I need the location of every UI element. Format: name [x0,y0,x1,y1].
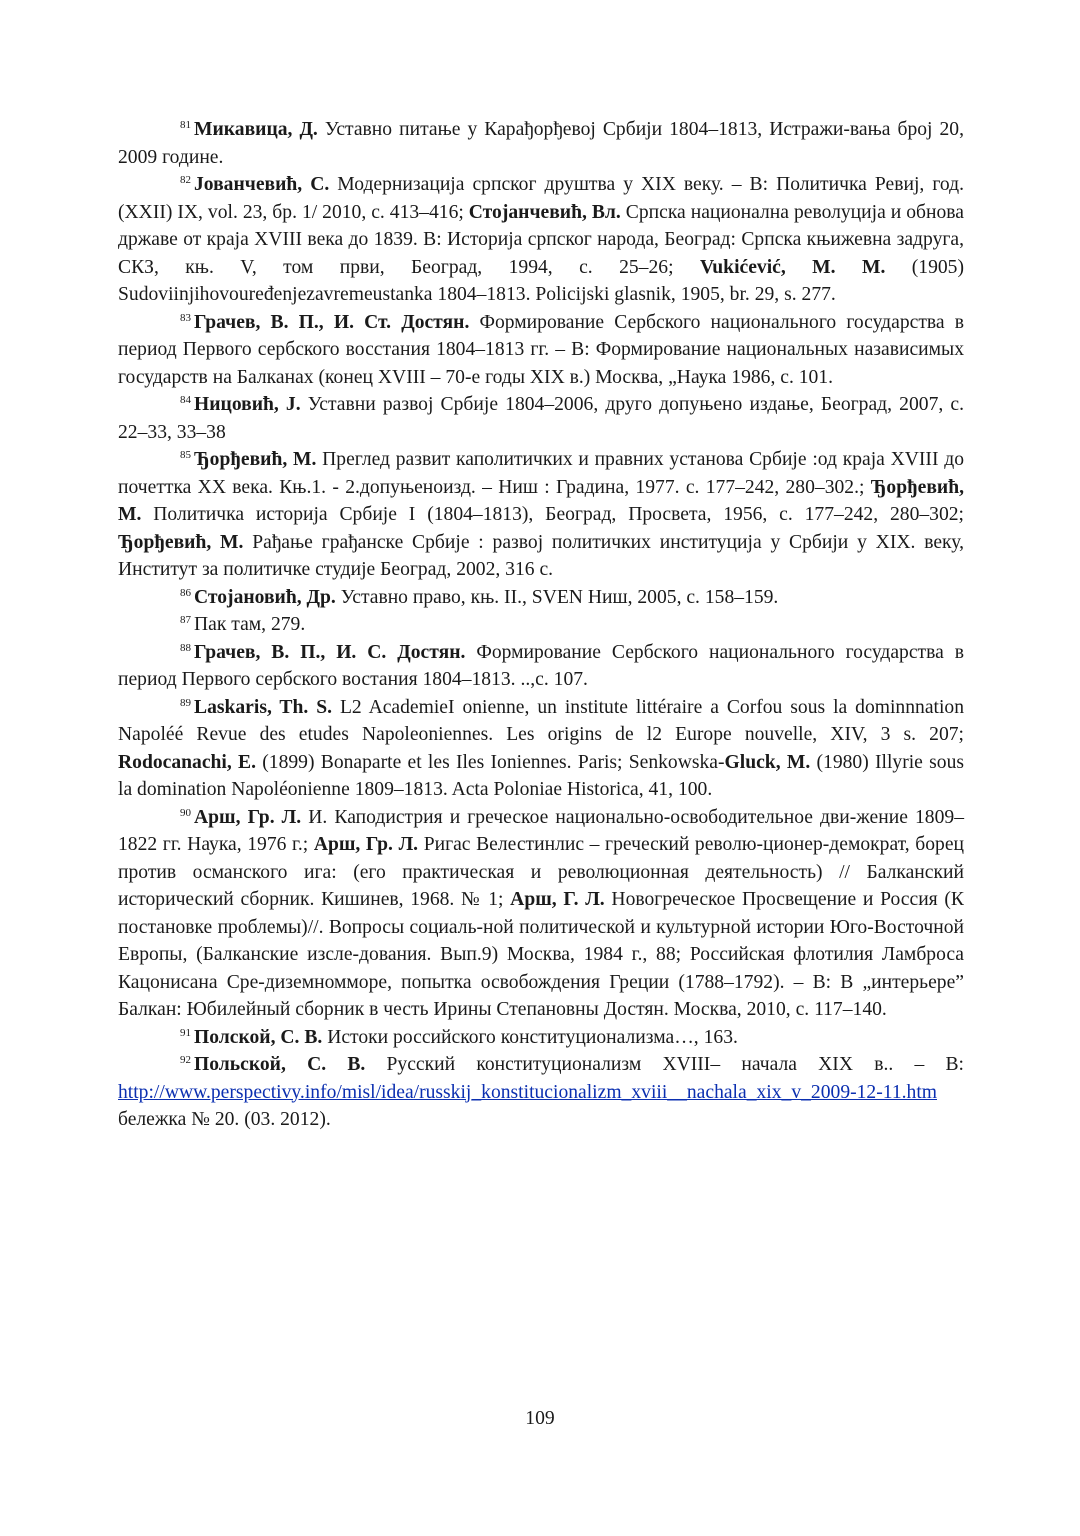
footnote-text: (1980) Illyrie sous la domination Napoléonienne 1809–1813. Acta Poloniae Historica, 41, 100. [118,751,964,800]
footnote-author: Микавица, Д. [194,119,318,140]
footnote-number: 90 [180,806,191,819]
footnote-91 [118,1024,964,1052]
footnote-text: Уставни развој Србије 1804–2006, друго допуњено издање, Београд, 2007, с. 22–33, 33–38 [118,394,964,443]
footnotes-list [118,116,964,1134]
footnote-author: Ницовић, Ј. [194,394,301,415]
footnote-82 [118,171,964,309]
footnote-number: 87 [180,614,191,626]
footnote-number: 84 [180,394,191,406]
footnote-text: Политичка историја Србије I (1804–1813), Београд, Просвета, 1956, с. 177–242, 280–302; [141,504,964,525]
footnote-number: 89 [180,696,191,709]
footnote-text: Формирование Сербского национального государства в период Первого сербского востания 1804–1813. ..,с. 107. [118,641,965,690]
footnote-number: 85 [180,449,191,461]
footnote-86 [118,584,964,612]
footnote-87 [118,611,964,639]
footnote-88 [118,639,964,694]
footnote-number: 92 [180,1054,191,1066]
footnote-author: Rodocanachi, E. [118,751,256,773]
footnote-text: Преглед развит каполитичких и правних установа Србије :од краја XVIII до почеттка XX века. Књ.1. - 2.допуњеноизд. – Ниш : Градина, 1977. с. 177–242, 280–302.; [118,449,964,498]
footnote-author: Јованчевић, С. [194,174,330,195]
footnote-author: Laskaris, Th. S. [194,696,333,718]
footnote-89 [118,694,964,804]
footnote-text: Уставно питање у Карађорђевој Србији 1804–1813, Истражи-вања број 20, 2009 године. [118,119,964,168]
footnote-author: Арш, Гр. Л. [313,834,419,855]
footnote-text: L2 AcademieI onienne, un institute littéraire a Corfou sous la dominnnation Napoléé Revue des etudes Napoleoniennes. Les origins de l2 Europe nouvelle, XIV, 3 s. 207; [118,696,964,745]
footnote-text: Формирование Сербского национального государства в период Первого сербского восстания 1804–1813 гг. – В: Формирование национальных назависимых государств на Балканах (конец XVIII – 70-е годы XIX в.) Москва, „Наука 1986, с. 101. [118,311,964,388]
footnote-text: Ригас Велестинлис – греческий револю-ционер-демократ, борец против османского ига: (его практическая и революционная деятельность) // Балканский исторический сборник. Кишинев, 1968. № 1; [118,834,965,910]
footnote-author: Стојановић, Др. [194,586,336,608]
footnote-link[interactable]: http://www.perspectivy.info/misl/idea/russkij_konstitucionalizm_xviii__nachala_xix_v_2009-12-11.htm [118,1081,938,1103]
footnote-author: Грачев, В. П., И. С. Достян. [194,641,466,663]
footnote-text: (1899) Bonaparte et les Iles Ioniennes. Paris; Senkowska- [256,751,725,773]
footnote-author: Ђорђевић, М. [194,449,317,470]
footnote-text: Српска национална револуција и обнова државе от краја XVIII века до 1839. В: Историја српског народа, Београд: Српска књижевна задруга, СКЗ, књ. V, том први, Београд, 1994, с. 25–26; [118,201,964,278]
footnote-90 [118,804,964,1024]
footnote-81 [118,116,964,171]
footnote-author: Грачев, В. П., И. Ст. Достян. [194,311,470,333]
footnote-text: Уставно право, књ. II., SVEN Ниш, 2005, с. 158–159. [335,586,779,608]
footnote-text: И. Каподистрия и греческое национально-освободительное дви-жение 1809–1822 гг. Наука, 1976 г.; [118,806,964,855]
footnote-92 [118,1051,964,1134]
footnote-author: Арш, Г. Л. [510,889,605,910]
footnote-text: Истоки российского конституционализма…, 163. [322,1026,738,1048]
footnote-84 [118,391,964,446]
footnote-author: Арш, Гр. Л. [194,806,302,828]
footnote-text: Пак там, 279. [194,614,306,635]
footnote-author: Vukićević, M. M. [699,256,886,278]
footnote-number: 91 [180,1026,191,1039]
footnote-text: Новогреческое Просвещение и Россия (К постановке проблемы)//. Вопросы социаль-ной политической и культурной истории Юго-Восточной Европы, (Балканские изсле-дования. Вып.9) Москва, 1984 г., 88; Российская флотилия Ламброса Кацонисана Сре-диземномморе, попытка освобождения Греции (1788–1792). – В: В „интерьере” Балкан: Юбилейный сборник в честь Ирины Степановны Достян. Москва, 2010, с. 117–140. [118,889,964,1020]
footnote-text: Модернизација српског друштва у XIX веку. – В: Политичка Ревиј, год. (XXII) IX, vol. 23, бр. 1/ 2010, с. 413–416; [118,174,964,223]
footnote-83 [118,309,964,392]
footnote-number: 88 [180,641,191,654]
footnote-number: 86 [180,586,191,599]
footnote-text: (1905) Sudoviinjihovouređenjezavremeustanka 1804–1813. Policijski glasnik, 1905, br. 29, s. 277. [118,256,965,305]
footnote-author: Ђорђевић, М. [118,531,244,553]
footnote-author: Ђорђевић, М. [118,476,964,525]
footnote-number: 83 [180,311,191,324]
footnote-number: 82 [180,174,191,186]
footnote-number: 81 [180,119,191,131]
footnote-author: Польской, С. В. [194,1054,366,1075]
footnote-85 [118,446,964,584]
footnote-author: Полской, С. В. [194,1026,323,1048]
footnote-text: Рађање грађанске Србије : развој политичких институција у Србији у XIX. веку, Институт за политичке студије Београд, 2002, 316 с. [118,531,965,580]
footnote-author: Gluck, M. [724,751,811,773]
footnote-text: бележка № 20. (03. 2012). [118,1109,331,1130]
page-number: 109 [525,1408,555,1429]
footnote-text: Русский конституционализм XVIII– начала XIX в.. – В: [365,1054,964,1075]
footnote-author: Стојанчевић, Вл. [468,201,621,223]
